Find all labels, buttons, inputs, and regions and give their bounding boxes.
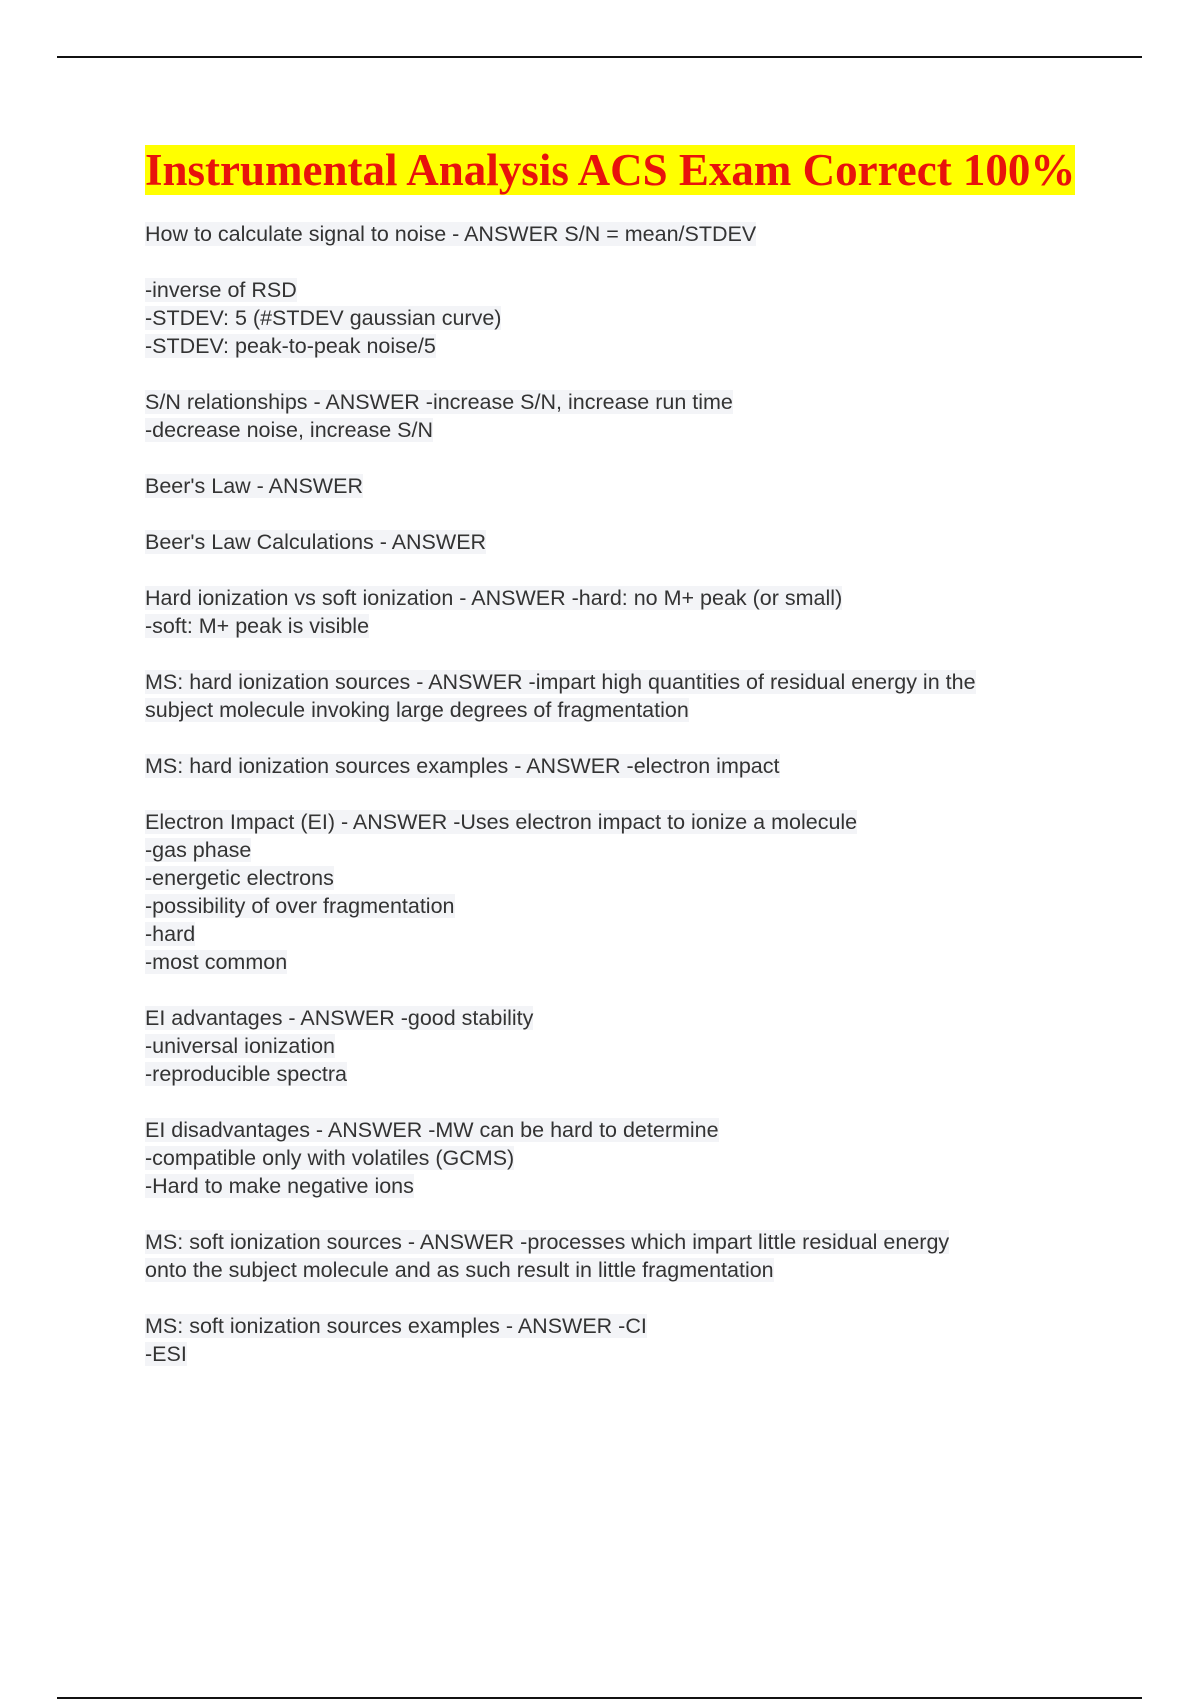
line-text: -soft: M+ peak is visible: [145, 614, 370, 638]
line-text: -universal ionization: [145, 1034, 336, 1058]
line-text: -decrease noise, increase S/N: [145, 418, 434, 442]
line-text: -hard: [145, 922, 196, 946]
text-line: [145, 220, 1085, 248]
line-text: -reproducible spectra: [145, 1062, 347, 1086]
text-line: [145, 1144, 1085, 1172]
qa-item: [145, 1004, 1085, 1088]
line-text: -possibility of over fragmentation: [145, 894, 455, 918]
text-line: [145, 388, 1085, 416]
qa-list: [145, 220, 1085, 1368]
text-line: [145, 892, 1085, 920]
qa-item: [145, 752, 1085, 780]
line-text: -STDEV: 5 (#STDEV gaussian curve): [145, 306, 502, 330]
line-text: -STDEV: peak-to-peak noise/5: [145, 334, 436, 358]
line-text: MS: hard ionization sources examples - ANSWER -electron impact: [145, 754, 780, 778]
qa-item: [145, 1312, 1085, 1368]
qa-item: [145, 528, 1085, 556]
qa-item: [145, 472, 1085, 500]
text-line: [145, 1172, 1085, 1200]
line-text: -Hard to make negative ions: [145, 1174, 414, 1198]
text-line: [145, 332, 1085, 360]
line-text: -energetic electrons: [145, 866, 334, 890]
line-text: S/N relationships - ANSWER -increase S/N, increase run time: [145, 390, 733, 414]
qa-item: [145, 1116, 1085, 1200]
line-text: onto the subject molecule and as such result in little fragmentation: [145, 1258, 774, 1282]
text-line: [145, 304, 1085, 332]
footer-rule: [57, 1697, 1142, 1699]
line-text: Beer's Law - ANSWER: [145, 474, 363, 498]
text-line: [145, 1340, 1085, 1368]
text-line: [145, 1116, 1085, 1144]
text-line: [145, 1004, 1085, 1032]
header-rule: [57, 56, 1142, 58]
line-text: -gas phase: [145, 838, 252, 862]
text-line: [145, 528, 1085, 556]
qa-item: [145, 276, 1085, 360]
text-line: [145, 920, 1085, 948]
line-text: subject molecule invoking large degrees of fragmentation: [145, 698, 689, 722]
line-text: -compatible only with volatiles (GCMS): [145, 1146, 515, 1170]
text-line: [145, 1256, 1085, 1284]
line-text: -most common: [145, 950, 288, 974]
text-line: [145, 1032, 1085, 1060]
text-line: [145, 752, 1085, 780]
text-line: [145, 1060, 1085, 1088]
line-text: -ESI: [145, 1342, 187, 1366]
qa-item: [145, 808, 1085, 976]
qa-item: [145, 668, 1085, 724]
line-text: MS: soft ionization sources examples - ANSWER -CI: [145, 1314, 647, 1338]
line-text: MS: hard ionization sources - ANSWER -impart high quantities of residual energy in the: [145, 670, 976, 694]
text-line: [145, 696, 1085, 724]
line-text: MS: soft ionization sources - ANSWER -processes which impart little residual energy: [145, 1230, 950, 1254]
line-text: EI disadvantages - ANSWER -MW can be hard to determine: [145, 1118, 719, 1142]
text-line: [145, 948, 1085, 976]
qa-item: [145, 388, 1085, 444]
text-line: [145, 276, 1085, 304]
document-title: [145, 142, 1085, 198]
text-line: [145, 416, 1085, 444]
qa-item: [145, 584, 1085, 640]
line-text: Beer's Law Calculations - ANSWER: [145, 530, 487, 554]
text-line: [145, 864, 1085, 892]
line-text: How to calculate signal to noise - ANSWER S/N = mean/STDEV: [145, 222, 757, 246]
title-text: Instrumental Analysis ACS Exam Correct 100%: [145, 145, 1076, 195]
text-line: [145, 472, 1085, 500]
line-text: Electron Impact (EI) - ANSWER -Uses electron impact to ionize a molecule: [145, 810, 858, 834]
qa-item: [145, 1228, 1085, 1284]
text-line: [145, 808, 1085, 836]
document-body: [145, 142, 1085, 1396]
text-line: [145, 836, 1085, 864]
text-line: [145, 584, 1085, 612]
text-line: [145, 1312, 1085, 1340]
qa-item: [145, 220, 1085, 248]
line-text: EI advantages - ANSWER -good stability: [145, 1006, 534, 1030]
text-line: [145, 1228, 1085, 1256]
text-line: [145, 612, 1085, 640]
line-text: Hard ionization vs soft ionization - ANSWER -hard: no M+ peak (or small): [145, 586, 843, 610]
line-text: -inverse of RSD: [145, 278, 297, 302]
text-line: [145, 668, 1085, 696]
